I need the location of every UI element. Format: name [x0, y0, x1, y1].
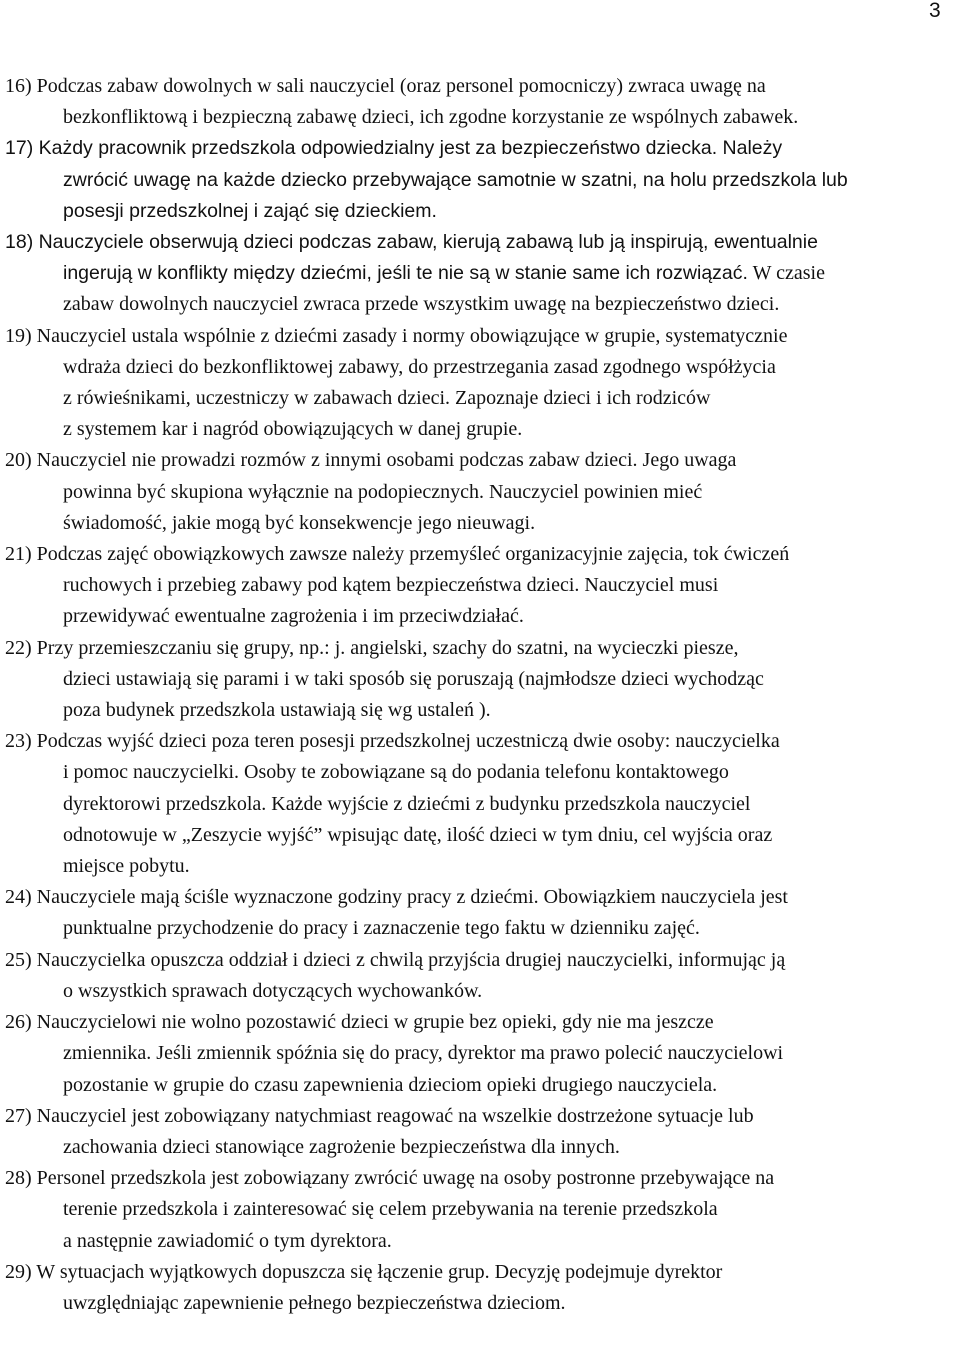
item-line: a następnie zawiadomić o tym dyrektora. — [63, 1229, 392, 1252]
item-line: z rówieśnikami, uczestniczy w zabawach dzieci. Zapoznaje dzieci i ich rodziców — [63, 387, 711, 410]
list-item — [0, 71, 960, 133]
item-line: terenie przedszkola i zainteresować się celem przebywania na terenie przedszkola — [63, 1198, 718, 1221]
item-line: ruchowych i przebieg zabawy pod kątem bezpieczeństwa dzieci. Nauczyciel musi — [63, 574, 719, 597]
list-item — [0, 1257, 960, 1319]
item-first-line: 21) Podczas zajęć obowiązkowych zawsze należy przemyśleć organizacyjnie zajęcia, tok ćwiczeń — [5, 543, 790, 566]
list-item — [0, 445, 960, 539]
list-item — [0, 1163, 960, 1257]
item-first-line: 28) Personel przedszkola jest zobowiązany zwrócić uwagę na osoby postronne przebywające na — [5, 1167, 775, 1190]
item-first-line: 27) Nauczyciel jest zobowiązany natychmiast reagować na wszelkie dostrzeżone sytuacje lub — [5, 1104, 754, 1127]
item-line: dzieci ustawiają się parami i w taki sposób się poruszają (najmłodsze dzieci wychodząc — [63, 667, 764, 690]
item-line-sans-part: ingerują w konflikty między dziećmi, jeśli te nie są w stanie same ich rozwiązać. — [63, 262, 748, 285]
item-first-line: 26) Nauczycielowi nie wolno pozostawić dzieci w grupie bez opieki, gdy nie ma jeszcze — [5, 1011, 714, 1034]
item-line: zabaw dowolnych nauczyciel zwraca przede wszystkim uwagę na bezpieczeństwo dzieci. — [63, 293, 780, 316]
item-line: powinna być skupiona wyłącznie na podopiecznych. Nauczyciel powinien mieć — [63, 480, 703, 503]
list-item — [0, 945, 960, 1007]
item-first-line: 20) Nauczyciel nie prowadzi rozmów z innymi osobami podczas zabaw dzieci. Jego uwaga — [5, 449, 737, 472]
item-first-line: 22) Przy przemieszczaniu się grupy, np.: j. angielski, szachy do szatni, na wycieczki piesze, — [5, 636, 739, 659]
item-line: zwrócić uwagę na każde dziecko przebywające samotnie w szatni, na holu przedszkola lub — [63, 168, 848, 191]
item-first-line: 29) W sytuacjach wyjątkowych dopuszcza się łączenie grup. Decyzję podejmuje dyrektor — [5, 1260, 723, 1283]
item-first-line: 25) Nauczycielka opuszcza oddział i dzieci z chwilą przyjścia drugiej nauczycielki, informując ją — [5, 948, 786, 971]
item-line: odnotowuje w „Zeszycie wyjść” wpisując datę, ilość dzieci w tym dniu, cel wyjścia oraz — [63, 823, 773, 846]
item-line: wdraża dzieci do bezkonfliktowej zabawy, do przestrzegania zasad zgodnego współżycia — [63, 355, 776, 378]
item-first-line: 16) Podczas zabaw dowolnych w sali nauczyciel (oraz personel pomocniczy) zwraca uwagę na — [5, 75, 766, 97]
item-line: i pomoc nauczycielki. Osoby te zobowiązane są do podania telefonu kontaktowego — [63, 761, 729, 784]
item-line: z systemem kar i nagród obowiązujących w danej grupie. — [63, 418, 523, 441]
list-item — [0, 321, 960, 446]
item-line: świadomość, jakie mogą być konsekwencje jego nieuwagi. — [63, 511, 536, 534]
list-item — [0, 133, 960, 227]
item-line: posesji przedszkolnej i zająć się dzieckiem. — [63, 199, 437, 222]
list-item — [0, 539, 960, 633]
item-first-line: 18) Nauczyciele obserwują dzieci podczas zabaw, kierują zabawą lub ją inspirują, ewentualnie — [5, 231, 818, 254]
item-line: zachowania dzieci stanowiące zagrożenie bezpieczeństwa dla innych. — [63, 1135, 620, 1158]
item-line — [63, 258, 960, 289]
item-first-line: 19) Nauczyciel ustala wspólnie z dziećmi zasady i normy obowiązujące w grupie, systematycznie — [5, 324, 788, 347]
item-line: poza budynek przedszkola ustawiają się wg ustaleń ). — [63, 699, 491, 722]
item-line: o wszystkich sprawach dotyczących wychowanków. — [63, 979, 483, 1002]
item-first-line: 24) Nauczyciele mają ściśle wyznaczone godziny pracy z dziećmi. Obowiązkiem nauczyciela jest — [5, 886, 788, 909]
list-item — [0, 1101, 960, 1163]
page-number: 3 — [929, 0, 941, 22]
list-item — [0, 882, 960, 944]
item-line: zmiennika. Jeśli zmiennik spóźnia się do pracy, dyrektor ma prawo polecić nauczycielowi — [63, 1042, 784, 1065]
item-line: punktualne przychodzenie do pracy i zaznaczenie tego faktu w dzienniku zajęć. — [63, 917, 700, 940]
item-first-line: 23) Podczas wyjść dzieci poza teren posesji przedszkolnej uczestniczą dwie osoby: nauczycielka — [5, 730, 780, 753]
document-body — [0, 71, 960, 1319]
item-line: przewidywać ewentualne zagrożenia i im przeciwdziałać. — [63, 605, 524, 628]
item-first-line: 17) Każdy pracownik przedszkola odpowiedzialny jest za bezpieczeństwo dziecka. Należy — [5, 137, 783, 160]
item-line: dyrektorowi przedszkola. Każde wyjście z dziećmi z budynku przedszkola nauczyciel — [63, 792, 751, 815]
item-line: bezkonfliktową i bezpieczną zabawę dzieci, ich zgodne korzystanie ze wspólnych zabawek. — [63, 106, 799, 129]
list-item — [0, 227, 960, 321]
list-item — [0, 1007, 960, 1101]
item-line: miejsce pobytu. — [63, 855, 190, 878]
item-line: pozostanie w grupie do czasu zapewnienia dzieciom opieki drugiego nauczyciela. — [63, 1073, 718, 1096]
list-item — [0, 726, 960, 882]
list-item — [0, 633, 960, 727]
item-line: uwzględniając zapewnienie pełnego bezpieczeństwa dzieciom. — [63, 1291, 566, 1314]
item-line-serif-part: W czasie — [747, 262, 825, 285]
